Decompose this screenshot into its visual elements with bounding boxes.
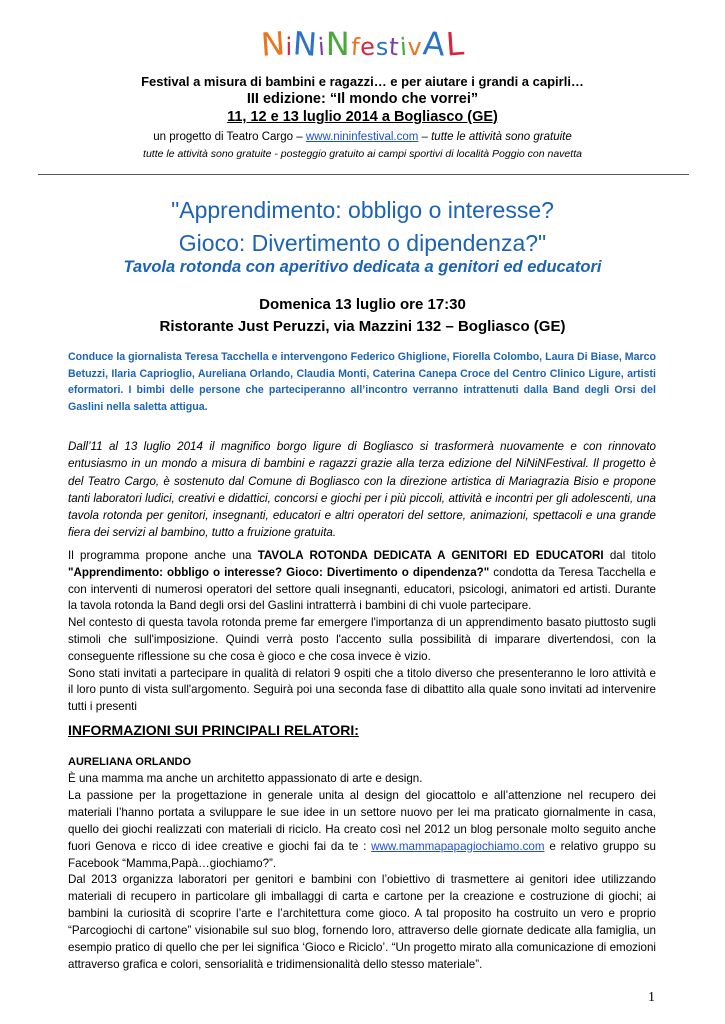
divider	[38, 174, 689, 175]
bio-paragraph-2	[68, 788, 656, 873]
festival-website-link[interactable]: www.nininfestival.com	[305, 131, 419, 143]
p1-text-a: Il programma propone anche una	[68, 549, 258, 562]
speaker-name: AURELIANA ORLANDO	[68, 756, 192, 768]
page-number: 1	[648, 990, 655, 1005]
logo-letter: i	[398, 32, 409, 62]
blog-link[interactable]: www.mammapapagiochiamo.com	[371, 839, 545, 853]
event-title-line1: "Apprendimento: obbligo o interesse?	[171, 197, 554, 223]
logo-letter: N	[259, 24, 287, 64]
event-venue: Ristorante Just Peruzzi, via Mazzini 132 – Bogliasco (GE)	[159, 318, 566, 335]
p1-round-table: TAVOLA ROTONDA DEDICATA A GENITORI ED EDUCATORI	[257, 549, 604, 562]
header-dates: 11, 12 e 13 luglio 2014 a Bogliasco (GE)	[227, 109, 498, 125]
bio-paragraph-3: Dal 2013 organizza laboratori per genitori e bambini con l’obiettivo di trasmettere ai genitori idee utilizzando materiali di recupero in particolare gli imballaggi di carta e cartone per la creazione e costruzione di giochi; ai bambini la curiosità di scoprire l’arte e l’architettura come gioco. A tal proposito ha costruito un vero e proprio “Parcogiochi di cartone” visionabile sul suo blog, fornendo loro, attraverso delle giornate dedicate alla famiglia, un esempio pratico di quello che per lei significa ‘Gioco e Riciclo’. “Un progetto mirato alla comunicazione di emozioni attraverso grafica e colori, sensorialità e tridimensionalità dello stesso materiale”.	[68, 873, 656, 971]
programme-section	[68, 548, 656, 716]
logo-letter: t	[388, 32, 401, 62]
bio-text-c: e relativo gruppo su Facebook “Mamma,Papà…giochiamo?”.	[68, 839, 656, 870]
logo-letter: f	[349, 32, 362, 62]
festival-logo	[0, 26, 725, 65]
logo-letter: i	[317, 32, 327, 62]
bio-paragraph-1: È una mamma ma anche un architetto appassionato di arte e design.	[68, 772, 423, 785]
event-tagline: Tavola rotonda con aperitivo dedicata a genitori ed educatori	[123, 258, 602, 276]
speakers-section-title: INFORMAZIONI SUI PRINCIPALI RELATORI:	[68, 722, 359, 738]
intro-paragraph: Dall’11 al 13 luglio 2014 il magnifico borgo ligure di Bogliasco si trasformerà nuovamente e con rinnovato entusiasmo in un mondo a misura di bambini e ragazzi grazie alla terza edizione del NiNiNFestival. Il progetto è del Teatro Cargo, è sostenuto dal Comune di Bogliasco con la direzione artistica di Mariagrazia Bisio e propone tanti laboratori ludici, creativi e didattici, concorsi e giochi per i più piccoli, attività e incontri per gli adolescenti, una tavola rotonda per genitori, insegnanti, educatori e altri operatori del settore, animazioni, spettacoli e una grande fiera dei servizi al bambino, tutto a fruizione gratuita.	[68, 440, 656, 540]
credit-suffix: – tutte le attività sono gratuite	[418, 131, 572, 143]
logo-letter: L	[444, 24, 466, 64]
free-activities-notice: tutte le attività sono gratuite - posteggio gratuito ai campi sportivi di località Poggio con navetta	[143, 148, 582, 160]
logo-letter: v	[407, 33, 423, 61]
header-tagline: Festival a misura di bambini e ragazzi… e per aiutare i grandi a capirli…	[141, 74, 584, 89]
logo-letter: N	[325, 25, 351, 63]
credit-prefix: un progetto di Teatro Cargo –	[153, 131, 306, 143]
logo-letter: s	[375, 33, 390, 61]
p1-text-c: dal titolo	[603, 549, 657, 562]
logo-letter: N	[291, 24, 320, 64]
speaker-bio	[68, 771, 656, 974]
bio-text-a: La passione per la progettazione in generale unita al design del giocattolo e all’attenzione nel recupero dei materiali l’hanno portata a sviluppare le sue idee in un settore nuovo per lei ma praticato giornalmente in casa, quello dei giochi realizzati con materiali di riciclo. Ha creato così nel 2012 un blog personale molto seguito anche fuori Genova e ricco di idee creative e giochi fai da te :	[68, 788, 656, 853]
logo-letter: i	[285, 33, 294, 61]
guest-list: Conduce la giornalista Teresa Tacchella e intervengono Federico Ghiglione, Fiorella Colombo, Laura Di Biase, Marco Betuzzi, Ilaria Caprioglio, Aureliana Orlando, Claudia Monti, Caterina Canepa Croce del Centro Clinico Ligure, artisti eformatori. I bimbi delle persone che parteciperanno all’incontro verranno intrattenuti dalla Band degli Orsi del Gaslini nella saletta attigua.	[68, 351, 656, 413]
logo-letter: A	[421, 24, 447, 64]
logo-letter: e	[359, 32, 377, 62]
programme-paragraph-3: Sono stati invitati a partecipare in qualità di relatori 9 ospiti che a titolo diverso che presenteranno le loro attività e il loro punto di vista sull'argomento. Seguirà poi una seconda fase di dibattito alla quale sono invitati ad intervenire tutti i presenti	[68, 666, 656, 714]
programme-paragraph-2: Nel contesto di questa tavola rotonda preme far emergere l'importanza di un apprendimento basato piuttosto sugli stimoli che sull'imposizione. Quindi verrà posto l'accento sulla possibilità di imparare divertendosi, con la conseguente riflessione su che cosa è gioco e che cosa invece è vizio.	[68, 616, 656, 663]
header-edition: III edizione: “Il mondo che vorrei”	[246, 91, 479, 107]
event-date: Domenica 13 luglio ore 17:30	[259, 296, 466, 313]
credit-line	[30, 131, 695, 143]
p1-text-e: condotta da Teresa Tacchella e con interventi di numerosi operatori del settore quali insegnanti, educatori, psicologi, animatori ed artisti. Durante la tavola rotonda la Band degli orsi del Gaslini intratterrà i bambini di chi vuole partecipare.	[68, 565, 656, 613]
programme-paragraph-1	[68, 548, 656, 615]
p1-event-title: "Apprendimento: obbligo o interesse? Gioco: Divertimento o dipendenza?"	[68, 565, 490, 579]
event-title-line2: Gioco: Divertimento o dipendenza?"	[178, 230, 547, 256]
